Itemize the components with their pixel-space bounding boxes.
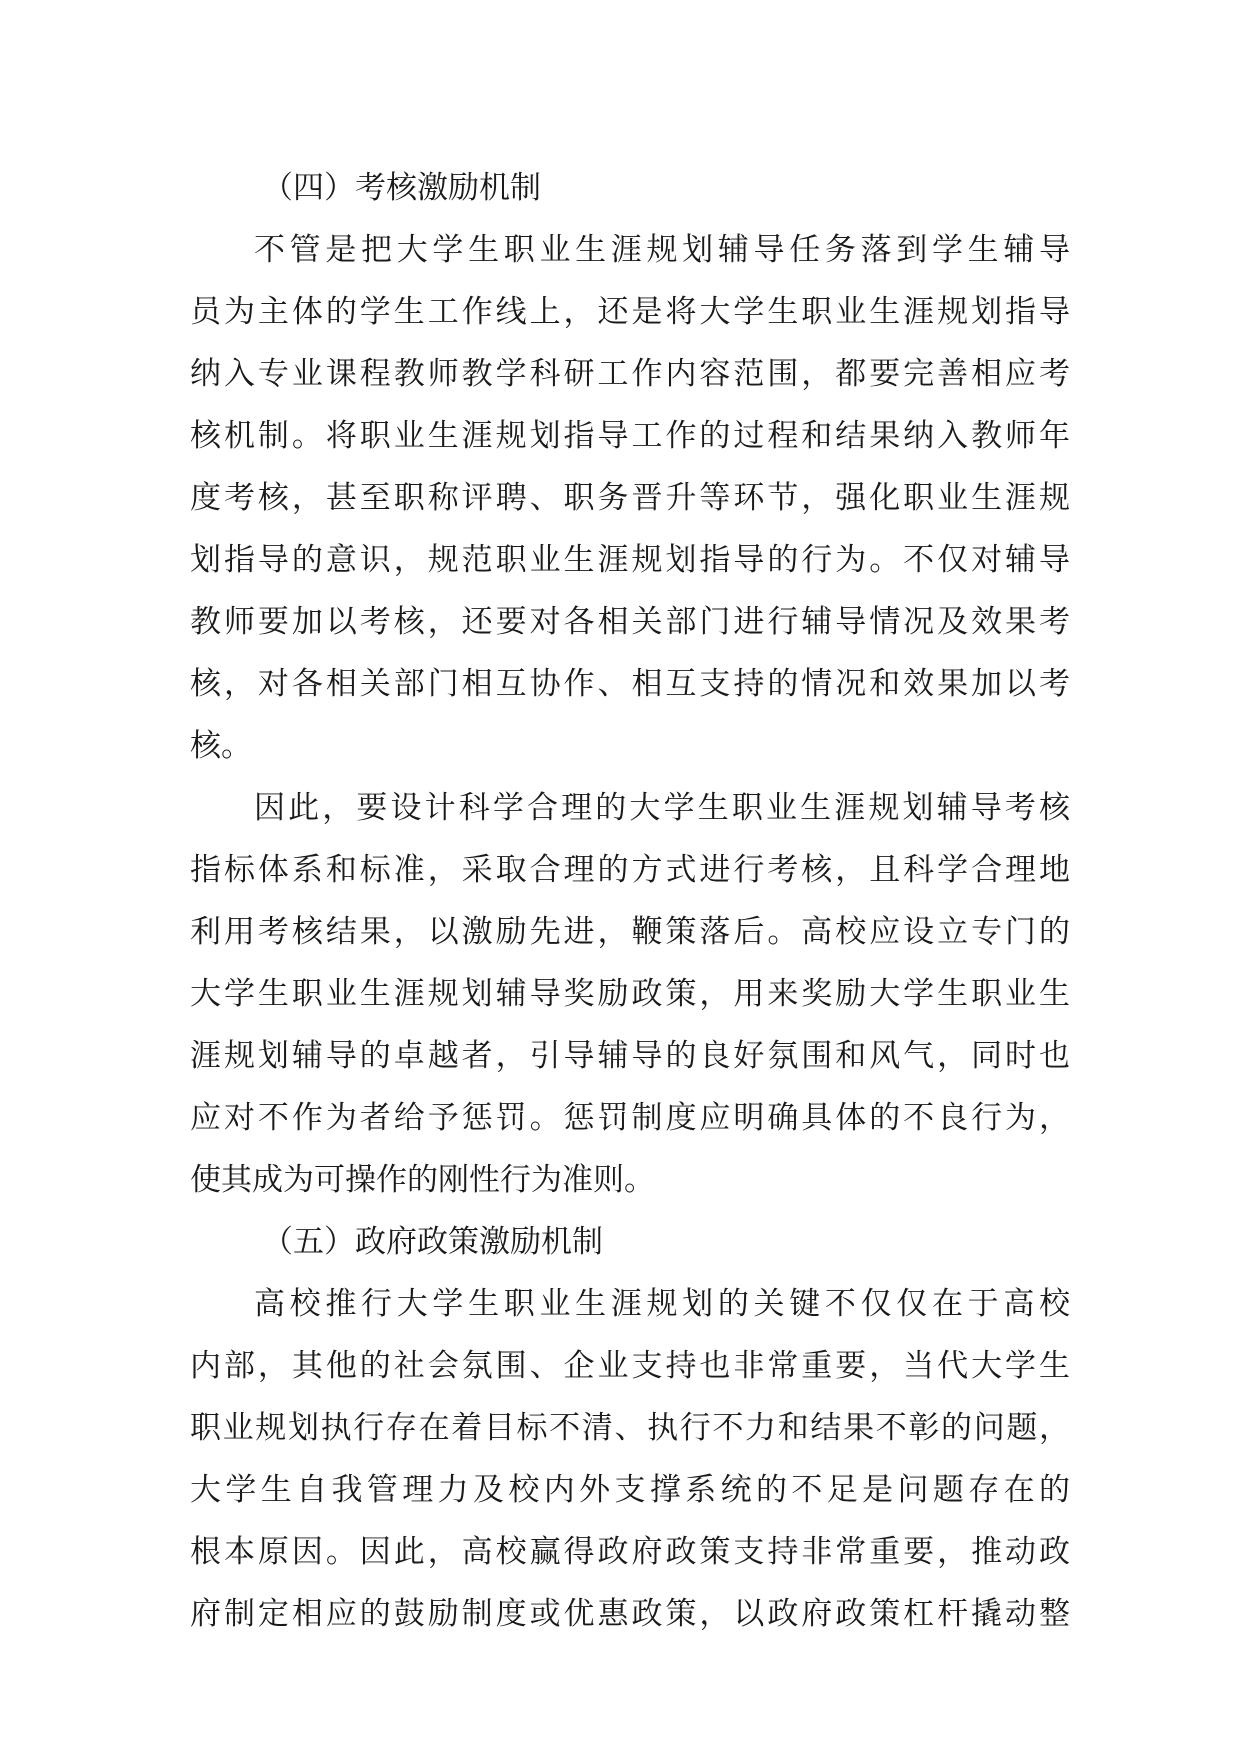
paragraph-line: 划指导的意识，规范职业生涯规划指导的行为。不仅对辅导 — [190, 542, 1070, 578]
paragraph-line: 度考核，甚至职称评聘、职务晋升等环节，强化职业生涯规 — [190, 480, 1070, 516]
paragraph-line: 应对不作为者给予惩罚。惩罚制度应明确具体的不良行为， — [190, 1100, 1070, 1136]
paragraph-line: 纳入专业课程教师教学科研工作内容范围，都要完善相应考 — [190, 356, 1070, 392]
paragraph-line: 核机制。将职业生涯规划指导工作的过程和结果纳入教师年 — [190, 418, 1070, 454]
document-body — [190, 157, 1070, 1645]
paragraph-line: 府制定相应的鼓励制度或优惠政策，以政府政策杠杆撬动整 — [190, 1596, 1070, 1632]
paragraph-line: 大学生职业生涯规划辅导奖励政策，用来奖励大学生职业生 — [190, 976, 1070, 1012]
paragraph-line: 大学生自我管理力及校内外支撑系统的不足是问题存在的 — [190, 1472, 1070, 1508]
paragraph-line: 指标体系和标准，采取合理的方式进行考核，且科学合理地 — [190, 852, 1070, 888]
paragraph-line: 使其成为可操作的刚性行为准则。 — [190, 1162, 655, 1198]
paragraph-line: 核，对各相关部门相互协作、相互支持的情况和效果加以考 — [190, 666, 1070, 702]
paragraph-line: 因此，要设计科学合理的大学生职业生涯规划辅导考核 — [254, 790, 1070, 826]
paragraph-line: 不管是把大学生职业生涯规划辅导任务落到学生辅导 — [254, 232, 1070, 268]
section-heading: （四）考核激励机制 — [262, 170, 541, 206]
section-heading: （五）政府政策激励机制 — [262, 1224, 603, 1260]
paragraph-line: 涯规划辅导的卓越者，引导辅导的良好氛围和风气，同时也 — [190, 1038, 1070, 1074]
paragraph-line: 利用考核结果，以激励先进，鞭策落后。高校应设立专门的 — [190, 914, 1070, 950]
paragraph-line: 教师要加以考核，还要对各相关部门进行辅导情况及效果考 — [190, 604, 1070, 640]
paragraph-line: 员为主体的学生工作线上，还是将大学生职业生涯规划指导 — [190, 294, 1070, 330]
paragraph-line: 职业规划执行存在着目标不清、执行不力和结果不彰的问题， — [190, 1410, 1070, 1446]
paragraph-line: 根本原因。因此，高校赢得政府政策支持非常重要，推动政 — [190, 1534, 1070, 1570]
paragraph-line: 高校推行大学生职业生涯规划的关键不仅仅在于高校 — [254, 1286, 1070, 1322]
paragraph-line: 内部，其他的社会氛围、企业支持也非常重要，当代大学生 — [190, 1348, 1070, 1384]
paragraph-line: 核。 — [190, 728, 252, 764]
